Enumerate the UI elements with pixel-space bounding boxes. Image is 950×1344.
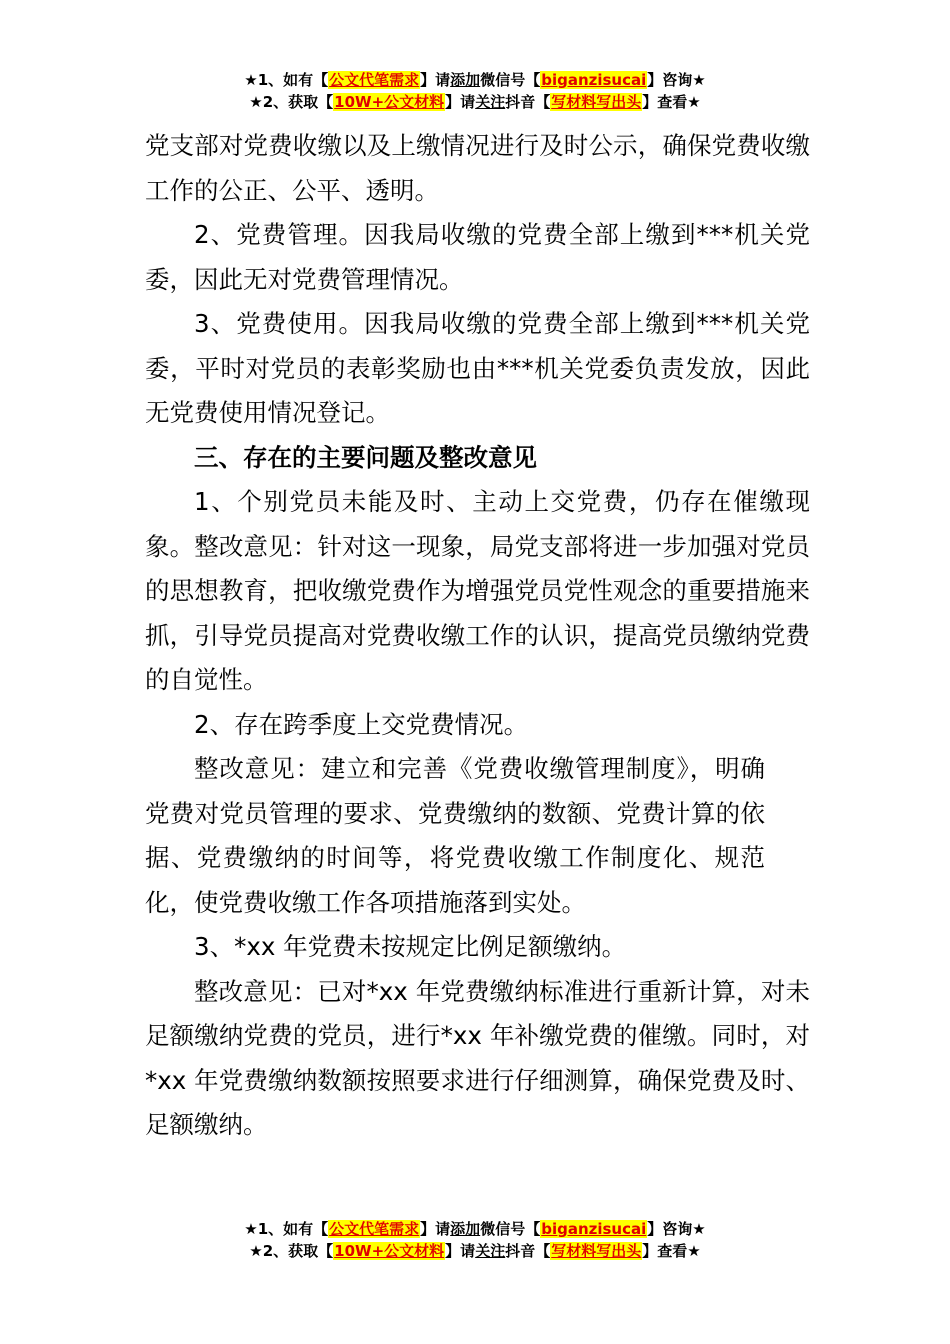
header-banner (0, 69, 950, 113)
highlight-service: 公文代笔需求 (329, 1220, 420, 1238)
paragraph-2: 2、党费管理。因我局收缴的党费全部上缴到***机关党委，因此无对党费管理情况。 (145, 220, 810, 294)
banner-line-1: ★1、如有【公文代笔需求】请添加微信号【biganzisucai】咨询★ (244, 1220, 706, 1238)
highlight-wechat-id: biganzisucai (541, 1220, 647, 1238)
highlight-materials: 10W+公文材料 (334, 93, 445, 111)
document-body (145, 124, 810, 1148)
star-icon: ★ (687, 93, 701, 111)
highlight-service: 公文代笔需求 (329, 71, 420, 89)
footer-banner (0, 1218, 950, 1262)
section-heading: 三、存在的主要问题及整改意见 (194, 442, 537, 472)
highlight-wechat-id: biganzisucai (541, 71, 647, 89)
paragraph-4: 1、个别党员未能及时、主动上交党费，仍存在催缴现象。整改意见：针对这一现象，局党支部将进一步加强对党员的思想教育，把收缴党费作为增强党员党性观念的重要措施来抓，引导党员提高对党费收缴工作的认识，提高党员缴纳党费的自觉性。 (145, 487, 810, 694)
banner-line-2: ★2、获取【10W+公文材料】请关注抖音【写材料写出头】查看★ (249, 93, 701, 111)
star-icon: ★ (244, 71, 258, 89)
star-icon: ★ (249, 93, 263, 111)
star-icon: ★ (687, 1242, 701, 1260)
paragraph-8: 整改意见：已对*xx 年党费缴纳标准进行重新计算，对未足额缴纳党费的党员，进行*xx 年补缴党费的催缴。同时，对*xx 年党费缴纳数额按照要求进行仔细测算，确保党费及时、足额缴纳。 (145, 976, 810, 1139)
highlight-douyin: 写材料写出头 (551, 93, 642, 111)
highlight-douyin: 写材料写出头 (551, 1242, 642, 1260)
paragraph-5: 2、存在跨季度上交党费情况。 (194, 709, 529, 739)
paragraph-1: 党支部对党费收缴以及上缴情况进行及时公示，确保党费收缴工作的公正、公平、透明。 (145, 131, 810, 205)
banner-line-1: ★1、如有【公文代笔需求】请添加微信号【biganzisucai】咨询★ (244, 71, 706, 89)
star-icon: ★ (692, 71, 706, 89)
paragraph-3: 3、党费使用。因我局收缴的党费全部上缴到***机关党委，平时对党员的表彰奖励也由***机关党委负责发放，因此无党费使用情况登记。 (145, 309, 810, 427)
star-icon: ★ (692, 1220, 706, 1238)
highlight-materials: 10W+公文材料 (334, 1242, 445, 1260)
paragraph-7: 3、*xx 年党费未按规定比例足额缴纳。 (194, 932, 627, 961)
star-icon: ★ (244, 1220, 258, 1238)
paragraph-6: 整改意见：建立和完善《党费收缴管理制度》，明确党费对党员管理的要求、党费缴纳的数额、党费计算的依据、党费缴纳的时间等，将党费收缴工作制度化、规范化，使党费收缴工作各项措施落到实处。 (145, 754, 765, 917)
star-icon: ★ (249, 1242, 263, 1260)
banner-line-2: ★2、获取【10W+公文材料】请关注抖音【写材料写出头】查看★ (249, 1242, 701, 1260)
